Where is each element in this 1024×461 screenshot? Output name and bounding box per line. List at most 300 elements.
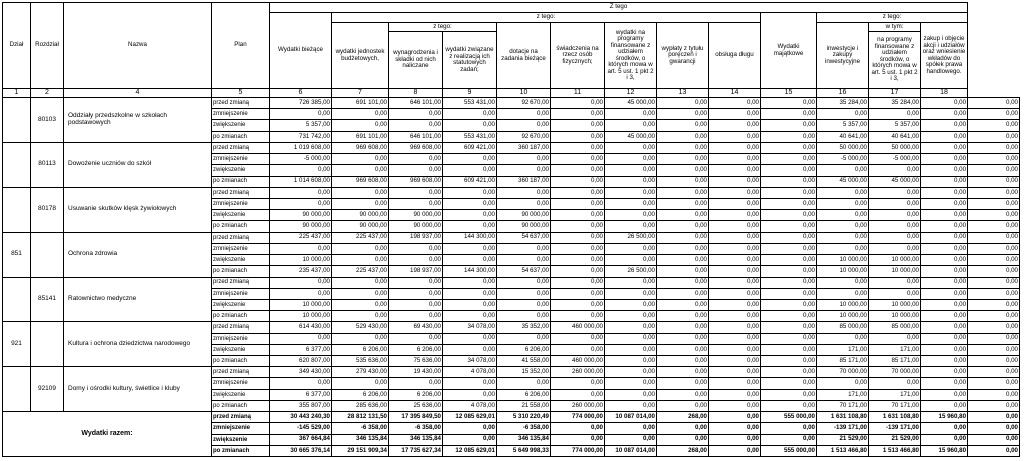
- value-cell: 0,00: [443, 389, 497, 400]
- value-cell: 1 631 108,80: [869, 412, 921, 423]
- value-cell: 0,00: [657, 243, 709, 254]
- value-cell: 260 000,00: [551, 400, 605, 411]
- value-cell: 0,00: [921, 210, 968, 221]
- value-cell: 0,00: [657, 378, 709, 389]
- value-cell: 15 960,80: [921, 445, 968, 456]
- value-cell: 0,00: [605, 434, 657, 445]
- value-cell: 0,00: [968, 243, 1020, 254]
- value-cell: 0,00: [921, 400, 968, 411]
- value-cell: 0,00: [657, 142, 709, 153]
- value-cell: 35 284,00: [869, 98, 921, 109]
- value-cell: 0,00: [605, 154, 657, 165]
- value-cell: 50 000,00: [817, 142, 869, 153]
- value-cell: 0,00: [443, 434, 497, 445]
- value-cell: 4 078,00: [443, 367, 497, 378]
- value-cell: 0,00: [709, 232, 761, 243]
- total-label: Wydatki razem:: [3, 412, 212, 457]
- value-cell: 225 437,00: [332, 232, 389, 243]
- value-cell: 0,00: [605, 277, 657, 288]
- value-cell: 0,00: [968, 423, 1020, 434]
- value-cell: -145 529,00: [270, 423, 332, 434]
- value-cell: 0,00: [709, 255, 761, 266]
- value-cell: 0,00: [761, 378, 817, 389]
- value-cell: -5 000,00: [817, 154, 869, 165]
- value-cell: 0,00: [332, 378, 389, 389]
- value-cell: 0,00: [497, 243, 551, 254]
- value-cell: 0,00: [761, 333, 817, 344]
- value-cell: 70 000,00: [869, 367, 921, 378]
- value-cell: 0,00: [657, 389, 709, 400]
- value-cell: 0,00: [657, 400, 709, 411]
- total-row: [3, 412, 1020, 423]
- value-cell: 0,00: [968, 198, 1020, 209]
- value-cell: 0,00: [817, 187, 869, 198]
- value-cell: 0,00: [761, 165, 817, 176]
- value-cell: 0,00: [551, 131, 605, 142]
- value-cell: 0,00: [389, 243, 443, 254]
- nazwa-cell: Dowożenie uczniów do szkół: [64, 142, 212, 187]
- row-label: po zmianach: [212, 176, 270, 187]
- value-cell: 0,00: [389, 198, 443, 209]
- value-cell: -6 358,00: [332, 423, 389, 434]
- value-cell: 0,00: [605, 344, 657, 355]
- column-number: 12: [605, 89, 657, 98]
- value-cell: 0,00: [709, 109, 761, 120]
- value-cell: 0,00: [497, 198, 551, 209]
- value-cell: 0,00: [605, 120, 657, 131]
- value-cell: 0,00: [657, 322, 709, 333]
- value-cell: 0,00: [497, 299, 551, 310]
- value-cell: 0,00: [968, 142, 1020, 153]
- rozdzial-cell: 92109: [31, 367, 64, 412]
- value-cell: 10 000,00: [270, 299, 332, 310]
- value-cell: 0,00: [817, 378, 869, 389]
- value-cell: 646 101,00: [389, 98, 443, 109]
- value-cell: 0,00: [968, 187, 1020, 198]
- row-label: po zmianach: [212, 445, 270, 456]
- value-cell: 0,00: [657, 232, 709, 243]
- value-cell: 0,00: [709, 210, 761, 221]
- value-cell: 346 135,84: [332, 434, 389, 445]
- value-cell: 620 807,00: [270, 356, 332, 367]
- value-cell: 0,00: [605, 299, 657, 310]
- value-cell: 0,00: [551, 389, 605, 400]
- value-cell: 0,00: [605, 378, 657, 389]
- value-cell: 0,00: [761, 210, 817, 221]
- value-cell: 0,00: [389, 378, 443, 389]
- column-number: 4: [64, 89, 212, 98]
- header-programy: wydatki na programy finansowane z udziałem środków, o których mowa w art. 5 ust. 1 pkt 2 i 3,: [605, 23, 657, 89]
- value-cell: 0,00: [551, 142, 605, 153]
- value-cell: 90 000,00: [389, 210, 443, 221]
- value-cell: 12 085 629,01: [443, 412, 497, 423]
- header-wydatki-biezace: Wydatki bieżące: [270, 13, 332, 89]
- value-cell: 17 735 627,34: [389, 445, 443, 456]
- value-cell: 0,00: [443, 120, 497, 131]
- value-cell: 0,00: [921, 389, 968, 400]
- value-cell: 0,00: [709, 221, 761, 232]
- dzial-cell: 851: [3, 232, 31, 277]
- value-cell: 69 430,00: [389, 322, 443, 333]
- value-cell: 0,00: [443, 333, 497, 344]
- value-cell: 0,00: [332, 288, 389, 299]
- value-cell: 0,00: [332, 165, 389, 176]
- value-cell: 0,00: [761, 120, 817, 131]
- value-cell: 0,00: [709, 165, 761, 176]
- value-cell: 90 000,00: [497, 221, 551, 232]
- value-cell: 1 631 108,80: [817, 412, 869, 423]
- value-cell: 0,00: [869, 109, 921, 120]
- value-cell: 0,00: [389, 120, 443, 131]
- column-number: 1: [3, 89, 31, 98]
- value-cell: 0,00: [761, 344, 817, 355]
- row-label: przed zmianą: [212, 98, 270, 109]
- value-cell: 0,00: [968, 165, 1020, 176]
- value-cell: 0,00: [551, 243, 605, 254]
- value-cell: 0,00: [968, 356, 1020, 367]
- value-cell: 367 664,84: [270, 434, 332, 445]
- value-cell: 70 171,00: [869, 400, 921, 411]
- value-cell: 0,00: [761, 266, 817, 277]
- value-cell: 0,00: [657, 255, 709, 266]
- value-cell: 0,00: [389, 154, 443, 165]
- value-cell: 0,00: [968, 277, 1020, 288]
- value-cell: 0,00: [761, 423, 817, 434]
- value-cell: 0,00: [761, 255, 817, 266]
- value-cell: 0,00: [761, 232, 817, 243]
- value-cell: 0,00: [709, 131, 761, 142]
- value-cell: 0,00: [497, 120, 551, 131]
- value-cell: 12 085 629,01: [443, 445, 497, 456]
- table-row: [3, 232, 1020, 243]
- value-cell: 553 431,00: [443, 98, 497, 109]
- value-cell: 34 078,00: [443, 356, 497, 367]
- value-cell: 0,00: [551, 176, 605, 187]
- value-cell: 0,00: [389, 299, 443, 310]
- value-cell: -139 171,00: [869, 423, 921, 434]
- value-cell: 25 636,00: [389, 400, 443, 411]
- header-nazwa: Nazwa: [64, 3, 212, 89]
- value-cell: 0,00: [332, 333, 389, 344]
- value-cell: 0,00: [551, 98, 605, 109]
- row-label: zmniejszenie: [212, 198, 270, 209]
- value-cell: 5 357,00: [817, 120, 869, 131]
- value-cell: 0,00: [921, 154, 968, 165]
- row-label: zwiększenie: [212, 434, 270, 445]
- rozdzial-cell: 80113: [31, 142, 64, 187]
- value-cell: 225 437,00: [270, 232, 332, 243]
- value-cell: 15 352,00: [497, 367, 551, 378]
- value-cell: 0,00: [968, 120, 1020, 131]
- row-label: przed zmianą: [212, 412, 270, 423]
- value-cell: 268,00: [657, 445, 709, 456]
- value-cell: 0,00: [921, 109, 968, 120]
- column-number: 10: [497, 89, 551, 98]
- value-cell: 346 135,84: [389, 434, 443, 445]
- value-cell: 0,00: [605, 109, 657, 120]
- value-cell: 0,00: [709, 198, 761, 209]
- header-z-tego-top: Z tego: [270, 3, 968, 13]
- rozdzial-cell: 80103: [31, 98, 64, 143]
- value-cell: 0,00: [869, 288, 921, 299]
- value-cell: 0,00: [709, 367, 761, 378]
- value-cell: 691 101,00: [332, 131, 389, 142]
- value-cell: 0,00: [761, 389, 817, 400]
- value-cell: 0,00: [605, 356, 657, 367]
- value-cell: 0,00: [968, 333, 1020, 344]
- value-cell: 614 430,00: [270, 322, 332, 333]
- column-number: 15: [761, 89, 817, 98]
- value-cell: 21 558,00: [497, 400, 551, 411]
- value-cell: 0,00: [551, 434, 605, 445]
- row-label: po zmianach: [212, 400, 270, 411]
- value-cell: 0,00: [968, 109, 1020, 120]
- value-cell: 90 000,00: [332, 210, 389, 221]
- value-cell: 0,00: [968, 176, 1020, 187]
- value-cell: 0,00: [332, 299, 389, 310]
- value-cell: 10 000,00: [869, 299, 921, 310]
- value-cell: 225 437,00: [332, 266, 389, 277]
- value-cell: 268,00: [657, 412, 709, 423]
- value-cell: 5 310 220,49: [497, 412, 551, 423]
- header-inwestycje: inwestycje i zakupy inwestycyjne: [817, 23, 869, 89]
- value-cell: 35 352,00: [497, 322, 551, 333]
- value-cell: 171,00: [869, 344, 921, 355]
- value-cell: 0,00: [921, 266, 968, 277]
- value-cell: 0,00: [817, 243, 869, 254]
- value-cell: 0,00: [709, 277, 761, 288]
- value-cell: 0,00: [443, 165, 497, 176]
- value-cell: 0,00: [761, 109, 817, 120]
- nazwa-cell: Usuwanie skutków klęsk żywiołowych: [64, 187, 212, 232]
- value-cell: 0,00: [605, 176, 657, 187]
- value-cell: 0,00: [551, 423, 605, 434]
- row-label: zmniejszenie: [212, 378, 270, 389]
- value-cell: 0,00: [761, 187, 817, 198]
- column-number: 11: [551, 89, 605, 98]
- value-cell: 0,00: [551, 311, 605, 322]
- header-obsluga-dlugu: obsługa długu: [709, 23, 761, 89]
- row-label: przed zmianą: [212, 187, 270, 198]
- value-cell: 0,00: [968, 400, 1020, 411]
- value-cell: 10 000,00: [817, 299, 869, 310]
- value-cell: 0,00: [968, 266, 1020, 277]
- value-cell: 0,00: [968, 434, 1020, 445]
- value-cell: 0,00: [605, 255, 657, 266]
- row-label: po zmianach: [212, 266, 270, 277]
- column-number-row: [3, 89, 1020, 98]
- value-cell: 0,00: [761, 400, 817, 411]
- value-cell: 0,00: [709, 120, 761, 131]
- value-cell: 10 087 014,00: [605, 445, 657, 456]
- row-label: przed zmianą: [212, 322, 270, 333]
- value-cell: 0,00: [869, 165, 921, 176]
- value-cell: 0,00: [921, 356, 968, 367]
- value-cell: 90 000,00: [389, 221, 443, 232]
- value-cell: 0,00: [761, 367, 817, 378]
- value-cell: 360 187,00: [497, 176, 551, 187]
- value-cell: 0,00: [921, 142, 968, 153]
- value-cell: 90 000,00: [270, 221, 332, 232]
- value-cell: 0,00: [389, 109, 443, 120]
- value-cell: 0,00: [605, 187, 657, 198]
- value-cell: 0,00: [551, 344, 605, 355]
- value-cell: 0,00: [497, 288, 551, 299]
- value-cell: 0,00: [332, 187, 389, 198]
- value-cell: 10 000,00: [270, 255, 332, 266]
- value-cell: 0,00: [709, 378, 761, 389]
- value-cell: 0,00: [968, 221, 1020, 232]
- value-cell: 0,00: [968, 344, 1020, 355]
- value-cell: 0,00: [389, 333, 443, 344]
- column-number: 16: [817, 89, 869, 98]
- row-label: przed zmianą: [212, 277, 270, 288]
- value-cell: 0,00: [270, 333, 332, 344]
- value-cell: 0,00: [605, 198, 657, 209]
- value-cell: 26 500,00: [605, 232, 657, 243]
- row-label: po zmianach: [212, 131, 270, 142]
- value-cell: 0,00: [270, 378, 332, 389]
- value-cell: 0,00: [921, 367, 968, 378]
- value-cell: 0,00: [657, 356, 709, 367]
- value-cell: 6 377,00: [270, 344, 332, 355]
- value-cell: 0,00: [817, 198, 869, 209]
- value-cell: 460 000,00: [551, 322, 605, 333]
- value-cell: 0,00: [709, 288, 761, 299]
- value-cell: 10 000,00: [869, 311, 921, 322]
- header-plan: Plan: [212, 3, 270, 89]
- value-cell: 6 377,00: [270, 389, 332, 400]
- row-label: przed zmianą: [212, 232, 270, 243]
- value-cell: 0,00: [605, 423, 657, 434]
- value-cell: 90 000,00: [270, 210, 332, 221]
- value-cell: 0,00: [817, 277, 869, 288]
- header-programy-majatkowe: na programy finansowane z udziałem środków, o których mowa w art. 5 ust. 1 pkt 2 i 3,: [869, 32, 921, 89]
- value-cell: 553 431,00: [443, 131, 497, 142]
- table-row: [3, 187, 1020, 198]
- header-z-tego-mid: z tego:: [332, 13, 761, 23]
- value-cell: 50 000,00: [869, 142, 921, 153]
- value-cell: 0,00: [389, 311, 443, 322]
- value-cell: 0,00: [761, 98, 817, 109]
- value-cell: 6 206,00: [497, 344, 551, 355]
- value-cell: 0,00: [270, 198, 332, 209]
- value-cell: 144 300,00: [443, 232, 497, 243]
- value-cell: 279 430,00: [332, 367, 389, 378]
- value-cell: 0,00: [443, 288, 497, 299]
- dzial-cell: [3, 142, 31, 187]
- value-cell: 535 636,00: [332, 356, 389, 367]
- value-cell: 0,00: [443, 187, 497, 198]
- value-cell: 0,00: [968, 98, 1020, 109]
- value-cell: 85 000,00: [869, 322, 921, 333]
- value-cell: 0,00: [761, 311, 817, 322]
- value-cell: 85 171,00: [817, 356, 869, 367]
- header-wydatki-jednostek: wydatki jednostek budżetowych,: [332, 23, 389, 89]
- value-cell: 0,00: [761, 288, 817, 299]
- value-cell: 0,00: [551, 255, 605, 266]
- value-cell: 0,00: [605, 243, 657, 254]
- header-z-tego-low: z tego:: [389, 23, 497, 32]
- value-cell: 0,00: [761, 131, 817, 142]
- row-label: zwiększenie: [212, 299, 270, 310]
- value-cell: 0,00: [551, 333, 605, 344]
- value-cell: 0,00: [968, 378, 1020, 389]
- value-cell: 0,00: [761, 322, 817, 333]
- column-number: 6: [270, 89, 332, 98]
- value-cell: 0,00: [869, 243, 921, 254]
- value-cell: 0,00: [968, 232, 1020, 243]
- value-cell: 0,00: [709, 299, 761, 310]
- value-cell: 0,00: [443, 378, 497, 389]
- value-cell: 0,00: [657, 333, 709, 344]
- value-cell: 0,00: [709, 98, 761, 109]
- value-cell: 0,00: [332, 311, 389, 322]
- value-cell: 731 742,00: [270, 131, 332, 142]
- column-number: 18: [921, 89, 968, 98]
- value-cell: 0,00: [497, 187, 551, 198]
- value-cell: 0,00: [605, 142, 657, 153]
- value-cell: 0,00: [443, 299, 497, 310]
- value-cell: -139 171,00: [817, 423, 869, 434]
- row-label: zwiększenie: [212, 120, 270, 131]
- value-cell: 0,00: [605, 400, 657, 411]
- value-cell: 0,00: [551, 299, 605, 310]
- value-cell: 0,00: [657, 277, 709, 288]
- value-cell: 969 608,00: [389, 176, 443, 187]
- value-cell: 54 637,00: [497, 266, 551, 277]
- dzial-cell: [3, 187, 31, 232]
- value-cell: 0,00: [497, 277, 551, 288]
- value-cell: 54 637,00: [497, 232, 551, 243]
- value-cell: 40 641,00: [869, 131, 921, 142]
- value-cell: 0,00: [657, 198, 709, 209]
- value-cell: 0,00: [709, 389, 761, 400]
- value-cell: 0,00: [968, 299, 1020, 310]
- value-cell: 0,00: [869, 198, 921, 209]
- value-cell: 646 101,00: [389, 131, 443, 142]
- value-cell: 0,00: [817, 165, 869, 176]
- value-cell: 0,00: [389, 288, 443, 299]
- dzial-cell: [3, 277, 31, 322]
- value-cell: 0,00: [551, 378, 605, 389]
- value-cell: 45 000,00: [817, 176, 869, 187]
- header-wydatki-majatkowe: Wydatki majątkowe: [761, 13, 817, 89]
- value-cell: 70 171,00: [817, 400, 869, 411]
- value-cell: 0,00: [605, 210, 657, 221]
- value-cell: 0,00: [551, 120, 605, 131]
- value-cell: 969 608,00: [389, 142, 443, 153]
- value-cell: 10 000,00: [817, 255, 869, 266]
- value-cell: 6 206,00: [332, 389, 389, 400]
- value-cell: 0,00: [709, 154, 761, 165]
- value-cell: 0,00: [921, 131, 968, 142]
- value-cell: 0,00: [657, 176, 709, 187]
- value-cell: 0,00: [709, 311, 761, 322]
- value-cell: 30 443 240,30: [270, 412, 332, 423]
- value-cell: 969 608,00: [332, 142, 389, 153]
- value-cell: 0,00: [921, 255, 968, 266]
- value-cell: 144 300,00: [443, 266, 497, 277]
- value-cell: -6 358,00: [497, 423, 551, 434]
- column-number: 13: [657, 89, 709, 98]
- value-cell: 5 357,00: [270, 120, 332, 131]
- value-cell: 0,00: [551, 288, 605, 299]
- value-cell: 0,00: [389, 277, 443, 288]
- value-cell: 35 284,00: [817, 98, 869, 109]
- value-cell: 92 670,00: [497, 131, 551, 142]
- value-cell: 0,00: [657, 210, 709, 221]
